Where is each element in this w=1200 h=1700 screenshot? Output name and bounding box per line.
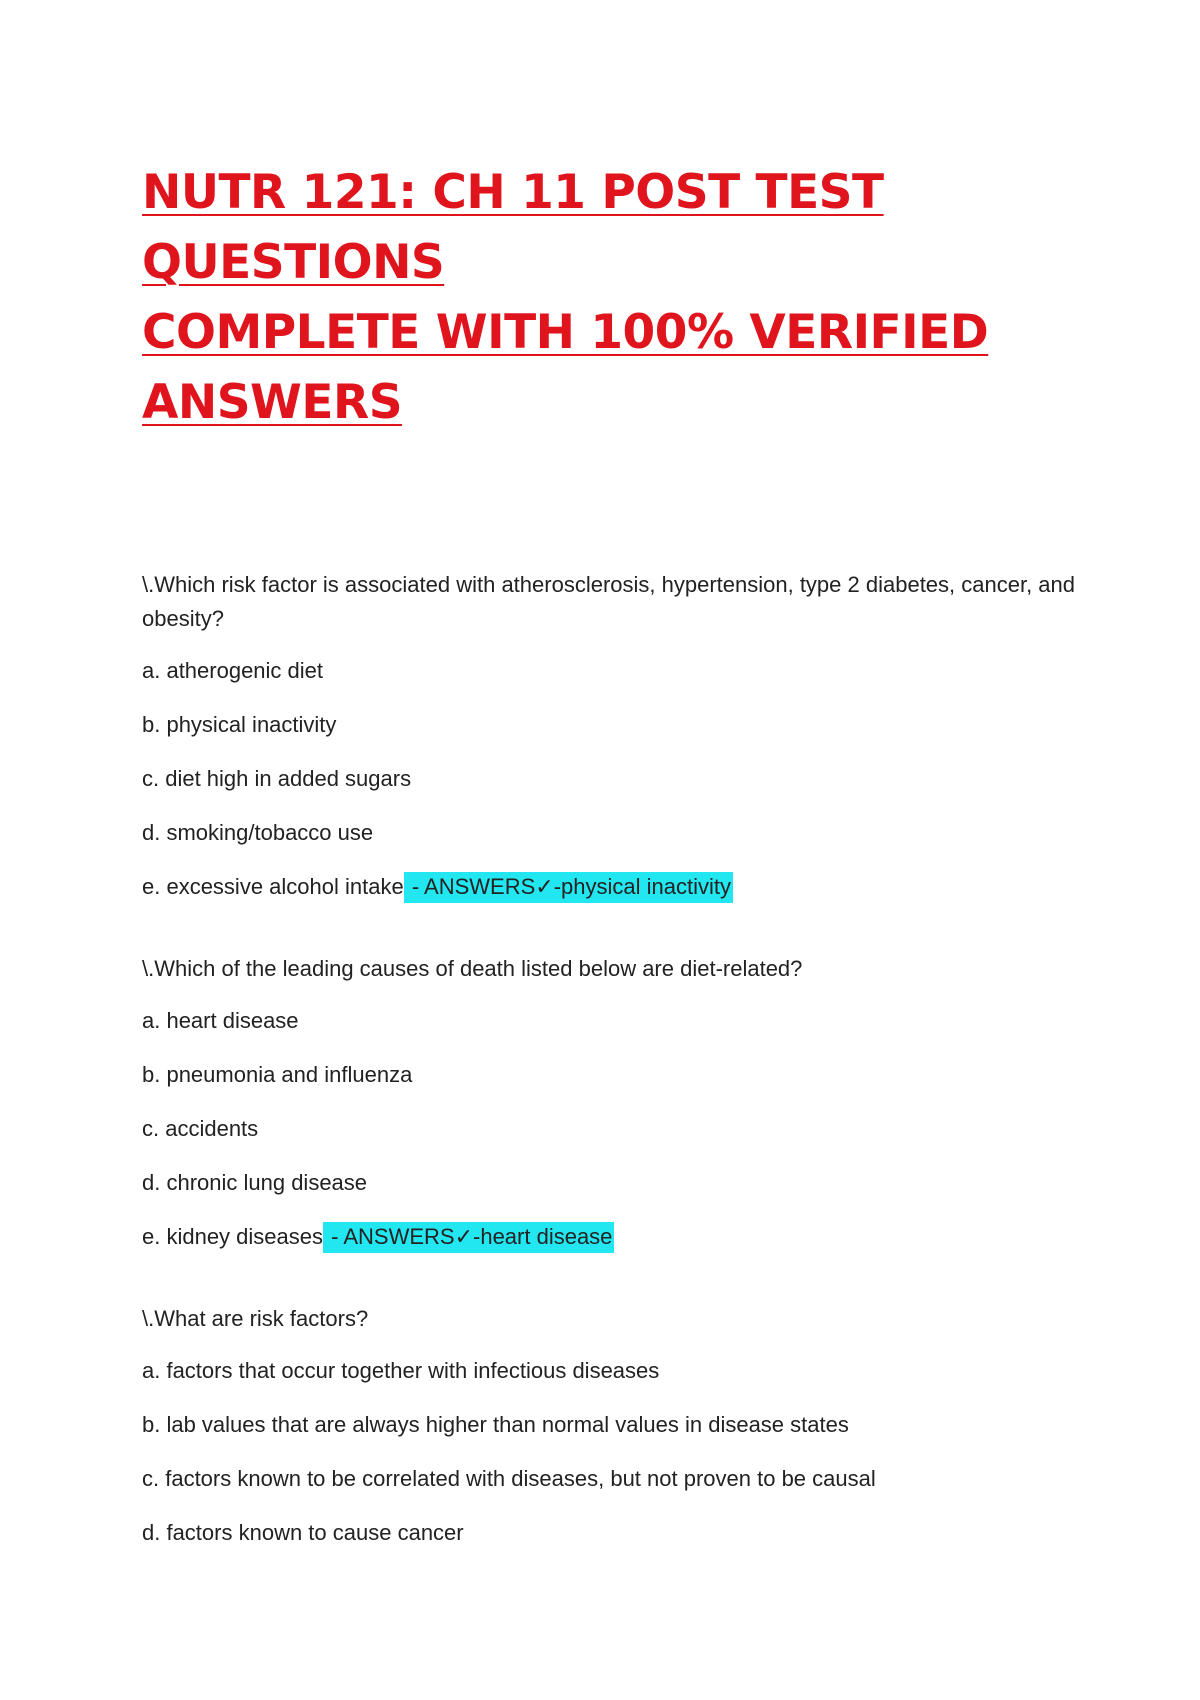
question-list <box>142 568 1080 1550</box>
option-c: c. diet high in added sugars <box>142 766 412 791</box>
answer-highlight: - ANSWERS✓-heart disease <box>323 1222 614 1253</box>
option-a: a. heart disease <box>142 1008 299 1033</box>
question-stem: \.What are risk factors? <box>142 1306 369 1331</box>
option-c: c. accidents <box>142 1116 259 1141</box>
option-c: c. factors known to be correlated with diseases, but not proven to be causal <box>142 1466 876 1491</box>
option-e: e. kidney diseases - ANSWERS✓-heart disease <box>142 1220 1080 1254</box>
option-b: b. physical inactivity <box>142 712 337 737</box>
option-b: b. pneumonia and influenza <box>142 1062 413 1087</box>
question-1 <box>142 568 1080 904</box>
option-e: e. excessive alcohol intake - ANSWERS✓-physical inactivity <box>142 870 1080 904</box>
question-stem: \.Which of the leading causes of death listed below are diet-related? <box>142 956 803 981</box>
option-d: d. chronic lung disease <box>142 1170 368 1195</box>
question-3 <box>142 1302 1080 1550</box>
option-d: d. smoking/tobacco use <box>142 820 374 845</box>
question-2 <box>142 952 1080 1254</box>
option-a: a. atherogenic diet <box>142 658 324 683</box>
option-d: d. factors known to cause cancer <box>142 1520 464 1545</box>
question-stem: \.Which risk factor is associated with atherosclerosis, hypertension, type 2 diabetes, cancer, and obesity? <box>142 572 1076 631</box>
title-line-3: ANSWERS <box>142 375 403 430</box>
option-a: a. factors that occur together with infectious diseases <box>142 1358 660 1383</box>
title-line-1: NUTR 121: CH 11 POST TEST QUESTIONS <box>142 165 884 290</box>
document-title <box>142 158 1080 438</box>
answer-highlight: - ANSWERS✓-physical inactivity <box>404 872 733 903</box>
option-b: b. lab values that are always higher than normal values in disease states <box>142 1412 849 1437</box>
title-line-2: COMPLETE WITH 100% VERIFIED <box>142 305 989 360</box>
